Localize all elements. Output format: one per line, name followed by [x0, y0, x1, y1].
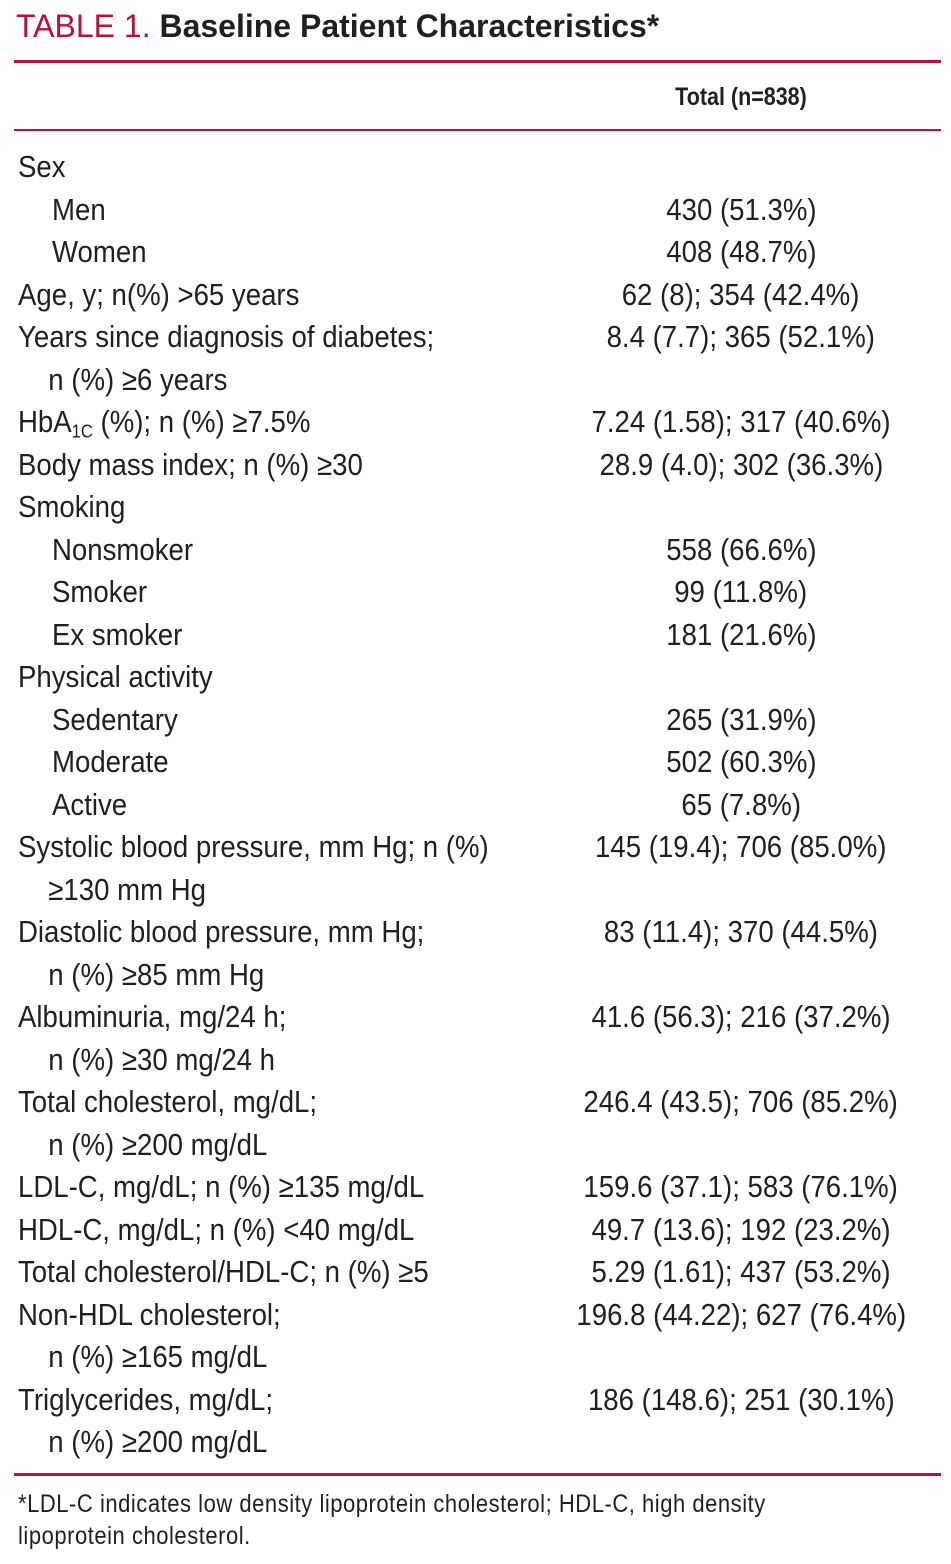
row-label: Diastolic blood pressure, mm Hg;	[18, 914, 425, 949]
row-label: Albuminuria, mg/24 h;	[18, 999, 287, 1034]
row-value: 196.8 (44.22); 627 (76.4%)	[576, 1296, 907, 1332]
top-rule	[14, 60, 941, 63]
row-label: Non-HDL cholesterol;	[18, 1296, 281, 1332]
column-header-total: Total (n=838)	[675, 83, 807, 111]
row-label: Moderate	[52, 744, 169, 779]
row-label: Body mass index; n (%) ≥30	[18, 446, 363, 482]
row-value: 145 (19.4); 706 (85.0%)	[595, 829, 887, 864]
row-value: 265 (31.9%)	[665, 701, 817, 737]
row-value: 246.4 (43.5); 706 (85.2%)	[583, 1084, 899, 1119]
row-label-continuation: n (%) ≥200 mg/dL	[48, 1424, 268, 1459]
table-row	[0, 1379, 951, 1464]
row-label: HDL-C, mg/dL; n (%) <40 mg/dL	[18, 1211, 415, 1247]
table-row	[0, 486, 951, 529]
row-value: 8.4 (7.7); 365 (52.1%)	[606, 319, 876, 354]
table-row	[0, 656, 951, 699]
row-value: 186 (148.6); 251 (30.1%)	[587, 1381, 895, 1417]
row-label: Ex smoker	[52, 616, 183, 652]
table-title-text: Baseline Patient Characteristics*	[159, 8, 660, 44]
table-row	[0, 571, 951, 614]
bottom-rule	[14, 1473, 941, 1476]
row-value: 159.6 (37.1); 583 (76.1%)	[583, 1169, 899, 1204]
table-row	[0, 529, 951, 572]
row-value: 5.29 (1.61); 437 (53.2%)	[591, 1254, 891, 1289]
table-row	[0, 401, 951, 444]
table-row	[0, 911, 951, 996]
row-label-continuation: ≥130 mm Hg	[48, 871, 207, 907]
row-value: 99 (11.8%)	[674, 574, 808, 609]
table-row	[0, 996, 951, 1081]
table-row	[0, 784, 951, 827]
table-row	[0, 741, 951, 784]
row-value: 83 (11.4); 370 (44.5%)	[603, 914, 879, 949]
table-row	[0, 614, 951, 657]
row-value: 502 (60.3%)	[665, 744, 817, 779]
table-row	[0, 189, 951, 232]
row-label-continuation: n (%) ≥200 mg/dL	[48, 1126, 268, 1162]
row-value: 430 (51.3%)	[665, 191, 817, 227]
table-row	[0, 1081, 951, 1166]
table-row	[0, 316, 951, 401]
header-rule	[14, 129, 941, 131]
row-label: HbA$_{1C}$ (%); n (%) ≥7.5%	[18, 404, 311, 442]
table-row	[0, 231, 951, 274]
row-label: Active	[52, 786, 128, 822]
row-label-continuation: n (%) ≥6 years	[48, 361, 228, 397]
row-label: Women	[52, 234, 147, 269]
row-label: Age, y; n(%) >65 years	[18, 276, 300, 312]
row-label-continuation: n (%) ≥30 mg/24 h	[48, 1041, 276, 1077]
table-row	[0, 1294, 951, 1379]
row-label: Systolic blood pressure, mm Hg; n (%)	[18, 829, 489, 864]
table-row	[0, 699, 951, 742]
row-label-continuation: n (%) ≥165 mg/dL	[48, 1339, 268, 1374]
row-value: 49.7 (13.6); 192 (23.2%)	[591, 1211, 891, 1247]
table-row	[0, 444, 951, 487]
table-number: TABLE 1.	[16, 8, 151, 44]
row-value: 7.24 (1.58); 317 (40.6%)	[591, 404, 891, 439]
row-label-continuation: n (%) ≥85 mm Hg	[48, 956, 265, 992]
row-label: Physical activity	[18, 659, 213, 694]
table-row	[0, 826, 951, 911]
row-label: Men	[52, 191, 106, 227]
row-label: Smoker	[52, 574, 148, 609]
table-row	[0, 1166, 951, 1209]
table-body	[0, 146, 951, 1464]
table-footnote: *LDL-C indicates low density lipoprotein cholesterol; HDL-C, high density lipoprotein cholesterol.	[18, 1490, 766, 1550]
row-label: Sex	[18, 149, 66, 184]
table-row	[0, 1209, 951, 1252]
table-row	[0, 1251, 951, 1294]
row-label: Sedentary	[52, 701, 178, 737]
row-value: 28.9 (4.0); 302 (36.3%)	[599, 446, 883, 482]
row-value: 408 (48.7%)	[665, 234, 817, 269]
row-label: Years since diagnosis of diabetes;	[18, 319, 435, 354]
row-label: LDL-C, mg/dL; n (%) ≥135 mg/dL	[18, 1169, 425, 1204]
row-label: Total cholesterol, mg/dL;	[18, 1084, 318, 1119]
row-label: Smoking	[18, 489, 126, 524]
row-label: Nonsmoker	[52, 531, 194, 567]
row-value: 65 (7.8%)	[681, 786, 801, 822]
table-row	[0, 146, 951, 189]
row-value: 62 (8); 354 (42.4%)	[622, 276, 860, 312]
row-value: 41.6 (56.3); 216 (37.2%)	[591, 999, 891, 1034]
table-title	[16, 4, 659, 48]
row-value: 181 (21.6%)	[665, 616, 817, 652]
row-value: 558 (66.6%)	[665, 531, 817, 567]
row-label: Triglycerides, mg/dL;	[18, 1381, 274, 1417]
table-row	[0, 274, 951, 317]
row-label: Total cholesterol/HDL-C; n (%) ≥5	[18, 1254, 429, 1289]
